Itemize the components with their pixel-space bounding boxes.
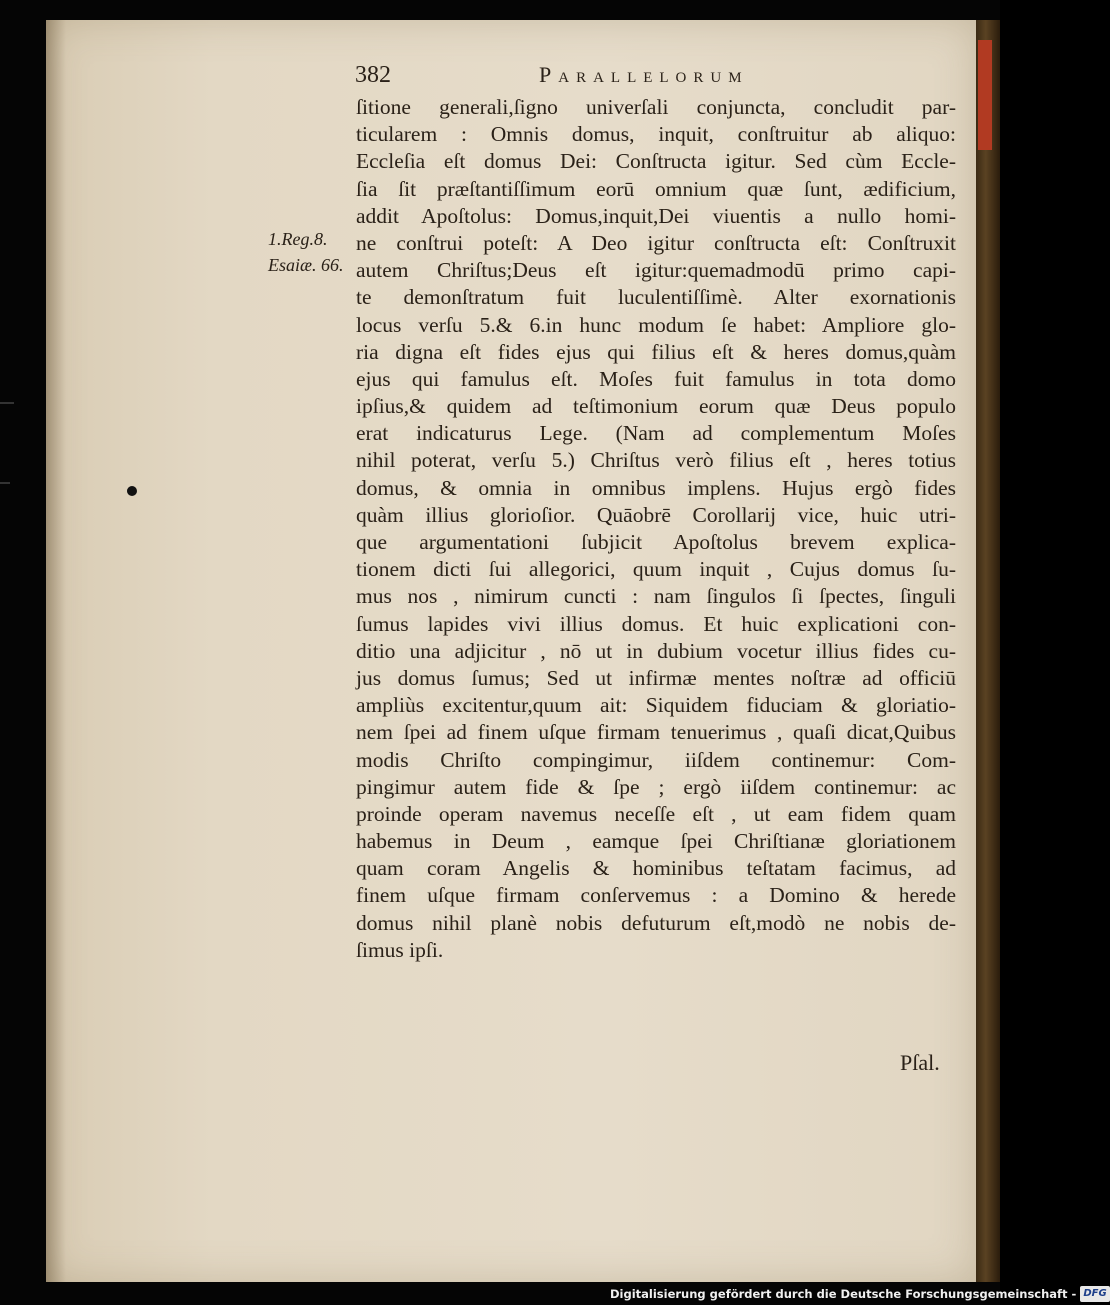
text-line: ſimus ipſi. xyxy=(356,937,444,962)
text-line: ne conſtrui poteſt: A Deo igitur conſtructa eſt: Conſtruxit xyxy=(356,230,956,255)
marginal-notes xyxy=(268,226,344,278)
page-number: 382 xyxy=(355,62,391,88)
page-header xyxy=(355,62,955,92)
book-edge xyxy=(976,20,1000,1282)
text-line: erat indicaturus Lege. (Nam ad complementum Moſes xyxy=(356,421,956,446)
text-line: te demonſtratum fuit luculentiſſimè. Alter exornationis xyxy=(356,285,956,310)
text-line: que argumentationi ſubjicit Apoſtolus brevem explica- xyxy=(356,530,956,554)
marginal-note: 1.Reg.8. xyxy=(268,229,328,249)
text-line: quàm illius glorioſior. Quāobrē Corollarij vice, huic utri- xyxy=(356,502,956,527)
edge-mark xyxy=(0,482,10,484)
ink-dot xyxy=(127,486,137,496)
gutter-shadow xyxy=(46,20,66,1282)
text-line: proinde operam navemus neceſſe eſt , ut eam fidem quam xyxy=(356,801,956,826)
text-line: ſia ſit præſtantiſſimum eorū omnium quæ ſunt, ædificium, xyxy=(356,176,956,201)
text-line: nihil poterat, verſu 5.) Chriſtus verò filius eſt , heres totius xyxy=(356,448,956,473)
text-line: ſitione generali,ſigno univerſali conjuncta, concludit par- xyxy=(356,95,956,119)
digitization-footer xyxy=(610,1284,1110,1304)
text-line: tionem dicti ſui allegorici, quum inquit , Cujus domus ſu- xyxy=(356,557,956,582)
text-line: mus nos , nimirum cuncti : nam ſingulos ſi ſpectes, ſinguli xyxy=(356,584,956,609)
marginal-note: Esaiæ. 66. xyxy=(268,255,344,275)
text-line: domus, & omnia in omnibus implens. Hujus ergò fides xyxy=(356,475,956,500)
text-line: pingimur autem fide & ſpe ; ergò iiſdem continemur: ac xyxy=(356,774,956,799)
text-line: nem ſpei ad finem uſque firmam tenuerimus , quaſi dicat,Quibus xyxy=(356,720,956,745)
text-line: autem Chriſtus;Deus eſt igitur:quemadmodū primo capi- xyxy=(356,258,956,283)
text-line: addit Apoſtolus: Domus,inquit,Dei viuentis a nullo homi- xyxy=(356,203,956,228)
text-line: ticularem : Omnis domus, inquit, conſtruitur ab aliquo: xyxy=(356,122,956,147)
text-line: ampliùs excitentur,quum ait: Siquidem fiduciam & gloriatio- xyxy=(356,693,956,718)
catchword: Pſal. xyxy=(900,1050,940,1075)
text-line: jus domus ſumus; Sed ut infirmæ mentes noſtræ ad officiū xyxy=(356,665,956,690)
text-line: ipſius,& quidem ad teſtimonium eorum quæ Deus populo xyxy=(356,394,956,419)
text-line: habemus in Deum , eamque ſpei Chriſtianæ gloriationem xyxy=(356,829,956,854)
text-line: finem uſque firmam conſervemus : a Domino & herede xyxy=(356,883,956,908)
edge-mark xyxy=(0,402,14,404)
body-text xyxy=(356,94,956,964)
text-line: modis Chriſto compingimur, iiſdem continemur: Com- xyxy=(356,747,956,772)
text-line: locus verſu 5.& 6.in hunc modum ſe habet: Ampliore glo- xyxy=(356,312,956,337)
text-line: Eccleſia eſt domus Dei: Conſtructa igitur. Sed cùm Eccle- xyxy=(356,149,956,174)
text-line: ria digna eſt fides ejus qui filius eſt & heres domus,quàm xyxy=(356,339,956,364)
footer-text: Digitalisierung gefördert durch die Deutsche Forschungsgemeinschaft - xyxy=(610,1287,1077,1301)
text-line: ſumus lapides vivi illius domus. Et huic explicationi con- xyxy=(356,611,956,636)
text-line: domus nihil planè nobis defuturum eſt,modò ne nobis de- xyxy=(356,910,956,935)
running-head: Parallelorum xyxy=(539,62,749,87)
dfg-logo-icon: DFG xyxy=(1080,1286,1109,1302)
text-line: quam coram Angelis & hominibus teſtatam facimus, ad xyxy=(356,856,956,881)
bookmark-tab xyxy=(978,40,992,150)
text-line: ejus qui famulus eſt. Moſes fuit famulus in tota domo xyxy=(356,366,956,391)
text-line: ditio una adjicitur , nō ut in dubium vocetur illius fides cu- xyxy=(356,638,956,663)
